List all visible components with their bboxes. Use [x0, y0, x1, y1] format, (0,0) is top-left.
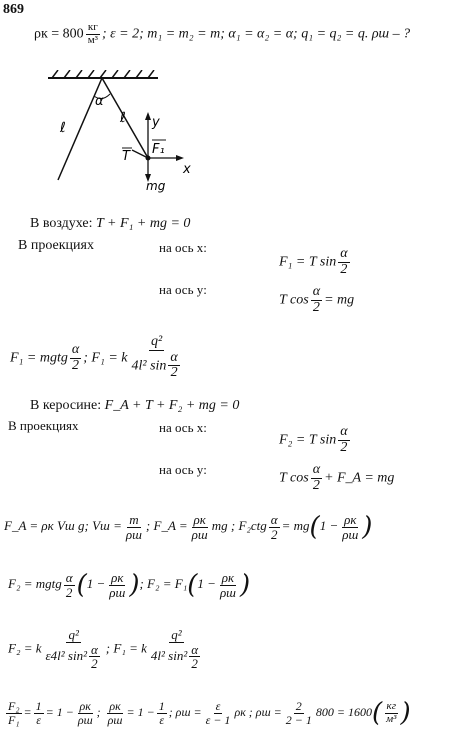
right-paren: ): [240, 570, 251, 601]
alpha-half-fraction: [311, 463, 322, 493]
frac-num: α: [312, 284, 321, 299]
y-axis-label: y: [152, 115, 160, 130]
alpha-half-fraction: [189, 643, 200, 671]
arch-a: F_A = ρк Vш g; Vш =: [4, 518, 122, 534]
air-eq-x-left: F₁ = T sin: [279, 254, 337, 270]
air-heading: В воздухе:: [30, 216, 93, 231]
inverse-eps-fraction: [157, 700, 167, 726]
pendulum-figure: [40, 70, 210, 195]
right-paren: ): [362, 512, 373, 543]
kerosene-eq-y-left: T cos: [279, 470, 309, 486]
air-vector-eq: T + F₁ + mg = 0: [96, 216, 191, 231]
tension-label: T: [122, 149, 130, 164]
left-paren: (: [309, 512, 320, 543]
arch-b: ; F_A =: [145, 518, 188, 534]
frac-num: ρк: [79, 699, 91, 713]
air-eq-y-left: T cos: [279, 292, 309, 308]
final-sep2: ; ρш =: [168, 704, 202, 719]
frac-den: ε: [36, 712, 41, 727]
final-eq2: = 1 −: [45, 704, 74, 719]
frac-den: 2: [170, 365, 178, 381]
frac-den: [44, 643, 104, 671]
frac-num: F₂: [8, 699, 20, 713]
arch-d: = mg: [281, 518, 310, 534]
kerosene-eq-y-right: + F_A = mg: [324, 470, 395, 486]
frac-num: q²: [151, 334, 163, 349]
frac-den: 2: [340, 439, 348, 455]
f1-b: ; F₁ = k: [83, 350, 128, 366]
frac-num: α: [71, 341, 80, 357]
final-result: 800 = 1600: [315, 704, 372, 719]
frac-num: m: [129, 512, 139, 527]
right-length-label: ℓ: [120, 110, 126, 126]
frac-num: ρк: [344, 512, 357, 527]
alpha-half-fraction: [89, 643, 100, 671]
given-rho-k: ρк = 800: [34, 26, 84, 42]
given-unit-fraction: [86, 22, 100, 46]
frac-num: α: [170, 349, 178, 365]
arch-c: mg ; F₂ctg: [211, 518, 267, 534]
density-ratio-fraction: [106, 700, 125, 726]
density-ratio-fraction: [76, 700, 95, 726]
volume-fraction: [124, 513, 144, 541]
frac-den: 2: [65, 584, 73, 600]
kerosene-on-y: на ось y:: [159, 462, 207, 477]
final-sep1: ;: [96, 704, 101, 719]
frac-den: ε: [159, 712, 165, 727]
numeric-fraction: [284, 700, 314, 726]
frac-den: ε − 1: [205, 712, 231, 727]
density-ratio-fraction: [340, 513, 360, 541]
frac-den: ρш: [125, 526, 142, 542]
coulomb-den1: ε4l² sin²: [45, 647, 87, 663]
f2-a: F₂ = mgtg: [8, 576, 62, 592]
coulomb-fraction: [129, 335, 183, 381]
f2-line: [8, 571, 250, 599]
frac-num: α: [340, 424, 348, 439]
frac-num: ρк: [111, 570, 124, 585]
frac-den: 2: [312, 299, 320, 315]
kerosene-heading: В керосине:: [30, 398, 102, 413]
given-rest: ; ε = 2; m₁ = m₂ = m; α₁ = α₂ = α; q₁ = q₂ = q. ρш – ?: [101, 26, 411, 42]
kerosene-vector-equation: [30, 398, 239, 414]
frac-den: 2: [340, 261, 348, 277]
coulomb-a: F₂ = k: [8, 640, 42, 656]
f1-den-text: 4l² sin: [131, 358, 167, 374]
frac-num: 1: [158, 699, 165, 713]
kerosene-eq-x: [279, 425, 352, 455]
frac-num: ε: [215, 699, 221, 713]
coulomb-line: [8, 628, 206, 671]
frac-num: α: [65, 570, 73, 585]
density-ratio-fraction: [190, 513, 210, 541]
coulomb-b: ; F₁ = k: [105, 640, 147, 656]
frac-num: кг: [386, 700, 396, 713]
unit-m3: м³: [87, 33, 98, 46]
frac-den: ρш: [77, 712, 93, 727]
y-axis-arrow: [145, 112, 151, 120]
frac-den: [129, 351, 183, 381]
coulomb-fraction-air: [149, 628, 204, 671]
frac-den: ρш: [219, 584, 236, 600]
frac-den: ρш: [191, 526, 208, 542]
final-line: [4, 698, 411, 729]
x-axis-arrow: [176, 155, 184, 161]
alpha-label: α: [95, 94, 104, 109]
kerosene-vector-eq: F_A + T + F₂ + mg = 0: [104, 398, 240, 413]
frac-den: 2 − 1: [285, 712, 312, 727]
frac-den: ρш: [107, 712, 123, 727]
f2-b: 1 −: [86, 576, 106, 592]
force-f1-label: F₁: [152, 142, 165, 157]
frac-den: F₁: [8, 712, 20, 727]
frac-num: 2: [295, 699, 302, 713]
density-ratio-fraction: [107, 571, 127, 599]
final-eq1: =: [23, 704, 32, 719]
f2-c: ; F₂ = F₁: [139, 576, 188, 592]
frac-num: α: [270, 512, 278, 527]
frac-num: α: [340, 246, 348, 261]
alpha-half-fraction: [269, 513, 280, 541]
inverse-eps-fraction: [34, 700, 44, 726]
alpha-half-fraction: [168, 351, 179, 381]
frac-num: q²: [171, 627, 182, 642]
alpha-half-fraction: [338, 247, 349, 277]
frac-den: м³: [386, 712, 397, 725]
alpha-half-fraction: [70, 343, 81, 373]
f2-d: 1 −: [197, 576, 216, 592]
density-ratio-fraction: [218, 571, 238, 599]
f1-equation-line: [10, 335, 186, 381]
frac-den: 2: [91, 656, 98, 672]
left-paren: (: [371, 698, 383, 729]
final-rho-k: ρк ; ρш =: [234, 704, 282, 719]
air-eq-y-right: = mg: [324, 292, 355, 308]
air-projections-label: В проекциях: [18, 238, 94, 253]
frac-num: 1: [35, 699, 42, 713]
gravity-label: mg: [146, 179, 166, 193]
result-unit-fraction: [384, 701, 398, 725]
frac-num: α: [312, 462, 321, 477]
kerosene-eq-x-left: F₂ = T sin: [279, 432, 337, 448]
alpha-half-fraction: [64, 571, 75, 599]
air-eq-y: [279, 285, 354, 315]
frac-num: ρк: [193, 512, 206, 527]
ceiling-hatching: [52, 70, 154, 78]
air-on-y: на ось y:: [159, 282, 207, 297]
arch-e: 1 −: [319, 518, 339, 534]
frac-den: 2: [72, 357, 80, 373]
right-paren: ): [400, 698, 411, 729]
frac-den: ρш: [109, 584, 126, 600]
final-eq3: = 1 −: [126, 704, 155, 719]
alpha-half-fraction: [311, 285, 322, 315]
air-on-x: на ось x:: [159, 240, 207, 255]
coulomb-fraction-kerosene: [44, 628, 104, 671]
frac-num: q²: [68, 627, 79, 642]
charged-ball: [146, 156, 151, 161]
frac-den: 2: [270, 526, 278, 542]
frac-num: α: [191, 641, 199, 657]
x-axis-label: x: [183, 162, 191, 177]
coulomb-den2: 4l² sin²: [150, 647, 188, 663]
kerosene-projections-label: В проекциях: [8, 418, 79, 433]
unit-kg: кг: [87, 21, 98, 33]
right-paren: ): [129, 570, 140, 601]
frac-num: ρк: [221, 570, 235, 585]
kerosene-eq-y: [279, 463, 394, 493]
left-paren: (: [187, 570, 198, 601]
left-length-label: ℓ: [60, 120, 66, 136]
frac-num: ρк: [109, 699, 121, 713]
f1-a: F₁ = mgtg: [10, 350, 68, 366]
problem-number: 869: [3, 2, 24, 17]
archimedes-line: [4, 513, 372, 541]
kerosene-on-x: на ось x:: [159, 420, 207, 435]
alpha-half-fraction: [338, 425, 349, 455]
left-paren: (: [76, 570, 87, 601]
given-line: [34, 22, 410, 46]
frac-den: 2: [191, 656, 198, 672]
frac-den: 2: [312, 477, 320, 493]
frac-num: α: [90, 641, 98, 657]
force-ratio-fraction: [6, 700, 22, 726]
frac-den: ρш: [342, 526, 359, 542]
eps-fraction: [204, 700, 233, 726]
air-eq-x: [279, 247, 352, 277]
frac-den: [149, 643, 204, 671]
air-vector-equation: [30, 216, 190, 232]
